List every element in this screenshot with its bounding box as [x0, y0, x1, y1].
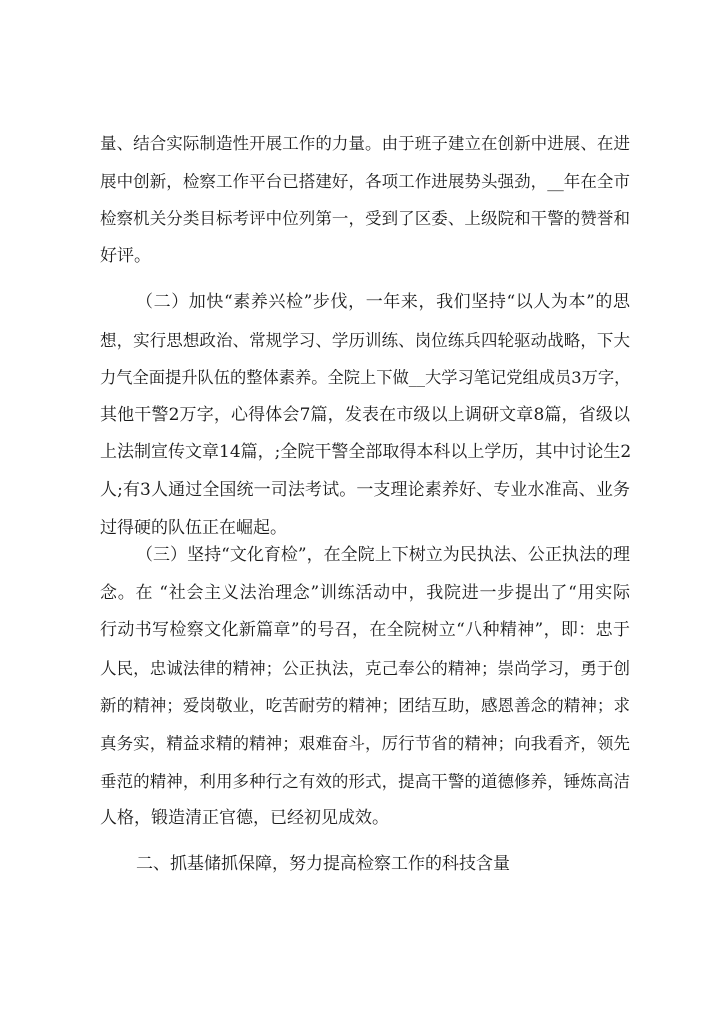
text-line: 新的精神；爱岗敬业，吃苦耐劳的精神；团结互助，感恩善念的精神；求	[100, 696, 630, 716]
text-line: 真务实，精益求精的精神；艰难奋斗，厉行节省的精神；向我看齐，领先	[100, 733, 630, 753]
section-heading: 二、抓基储抓保障，努力提高检察工作的科技含量	[136, 854, 510, 874]
text-line: （二）加快“素养兴检”步伐，一年来，我们坚持“以人为本”的思	[136, 292, 630, 312]
text-line: 上法制宣传文章14篇，;全院干警全部取得本科以上学历，其中讨论生2	[100, 442, 632, 463]
text-line: 其他干警2万字，心得体会7篇，发表在市级以上调研文章8篇，省级以	[100, 404, 630, 425]
text-line: 垂范的精神，利用多种行之有效的形式，提高干警的道德修养，锤炼高洁	[100, 771, 630, 791]
text-line: 想，实行思想政治、常规学习、学历训练、岗位练兵四轮驱动战略，下大	[100, 330, 630, 350]
text-line: 人格，锻造清正官德，已经初见成效。	[100, 808, 389, 829]
text-line: 力气全面提升队伍的整体素养。全院上下做__大学习笔记党组成员3万字，	[100, 368, 631, 388]
text-line: 检察机关分类目标考评中位列第一，受到了区委、上级院和干警的赞誉和	[100, 209, 630, 229]
section-heading-two	[100, 846, 630, 884]
text-line: 念。在 “社会主义法治理念”训练活动中，我院进一步提出了“用实际	[100, 582, 630, 603]
paragraph-quality-building	[100, 284, 630, 547]
text-line: 过得硬的队伍正在崛起。	[100, 517, 287, 538]
text-line: 好评。	[100, 245, 151, 266]
text-line: 量、结合实际制造性开展工作的力量。由于班子建立在创新中进展、在进	[100, 134, 630, 153]
text-line: （三）坚持“文化育检”，在全院上下树立为民执法、公正执法的理	[136, 545, 630, 565]
paragraph-culture-building	[100, 537, 630, 838]
text-line: 行动书写检察文化新篇章”的号召，在全院树立“八种精神”，即：忠于	[100, 620, 630, 641]
text-line: 人;有3人通过全国统一司法考试。一支理论素养好、专业水准高、业务	[100, 479, 630, 500]
paragraph-achievements	[100, 125, 630, 275]
text-line: 人民，忠诚法律的精神；公正执法，克己奉公的精神；崇尚学习，勇于创	[100, 658, 630, 678]
text-line: 展中创新，检察工作平台已搭建好，各项工作进展势头强劲，__年在全市	[100, 171, 630, 191]
